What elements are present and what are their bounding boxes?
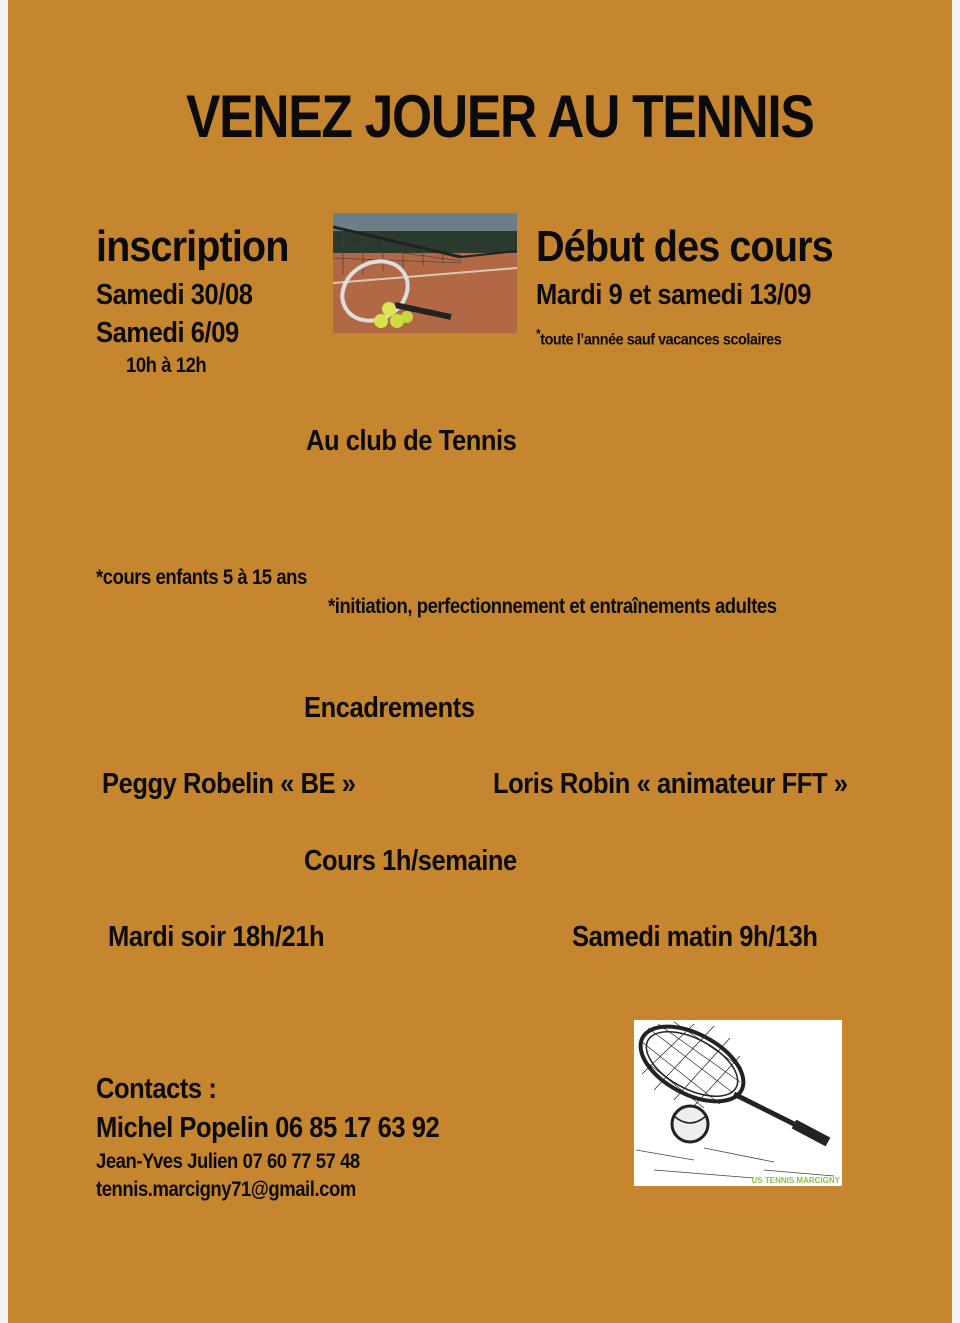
flyer-page bbox=[8, 0, 952, 1323]
debut-dates: Mardi 9 et samedi 13/09 bbox=[536, 279, 811, 311]
inscription-date-2: Samedi 6/09 bbox=[96, 317, 239, 349]
debut-note-star: * bbox=[536, 326, 541, 341]
coach-2: Loris Robin « animateur FFT » bbox=[493, 768, 848, 800]
flyer-title: VENEZ JOUER AU TENNIS bbox=[186, 83, 814, 150]
inscription-hours: 10h à 12h bbox=[126, 354, 207, 377]
courses-adults: *initiation, perfectionnement et entraînements adultes bbox=[328, 595, 777, 618]
tennis-court-photo bbox=[333, 213, 517, 333]
inscription-date-1: Samedi 30/08 bbox=[96, 279, 253, 311]
inscription-heading: inscription bbox=[96, 222, 289, 271]
coach-1: Peggy Robelin « BE » bbox=[102, 768, 356, 800]
contact-email[interactable]: tennis.marcigny71@gmail.com bbox=[96, 1178, 356, 1201]
contact-secondary: Jean-Yves Julien 07 60 77 57 48 bbox=[96, 1150, 360, 1173]
location: Au club de Tennis bbox=[306, 425, 517, 457]
courses-children: *cours enfants 5 à 15 ans bbox=[96, 566, 307, 589]
contact-main: Michel Popelin 06 85 17 63 92 bbox=[96, 1112, 440, 1144]
contacts-heading: Contacts : bbox=[96, 1073, 217, 1105]
debut-note bbox=[536, 326, 781, 349]
staff-heading: Encadrements bbox=[304, 692, 475, 724]
logo-caption: US TENNIS MARCIGNY bbox=[751, 1176, 840, 1185]
schedule-slot-2: Samedi matin 9h/13h bbox=[572, 921, 818, 953]
debut-heading: Début des cours bbox=[536, 222, 833, 271]
racket-sketch-logo bbox=[634, 1020, 842, 1186]
debut-note-text: toute l’année sauf vacances scolaires bbox=[540, 331, 782, 349]
schedule-heading: Cours 1h/semaine bbox=[304, 845, 517, 877]
schedule-slot-1: Mardi soir 18h/21h bbox=[108, 921, 325, 953]
